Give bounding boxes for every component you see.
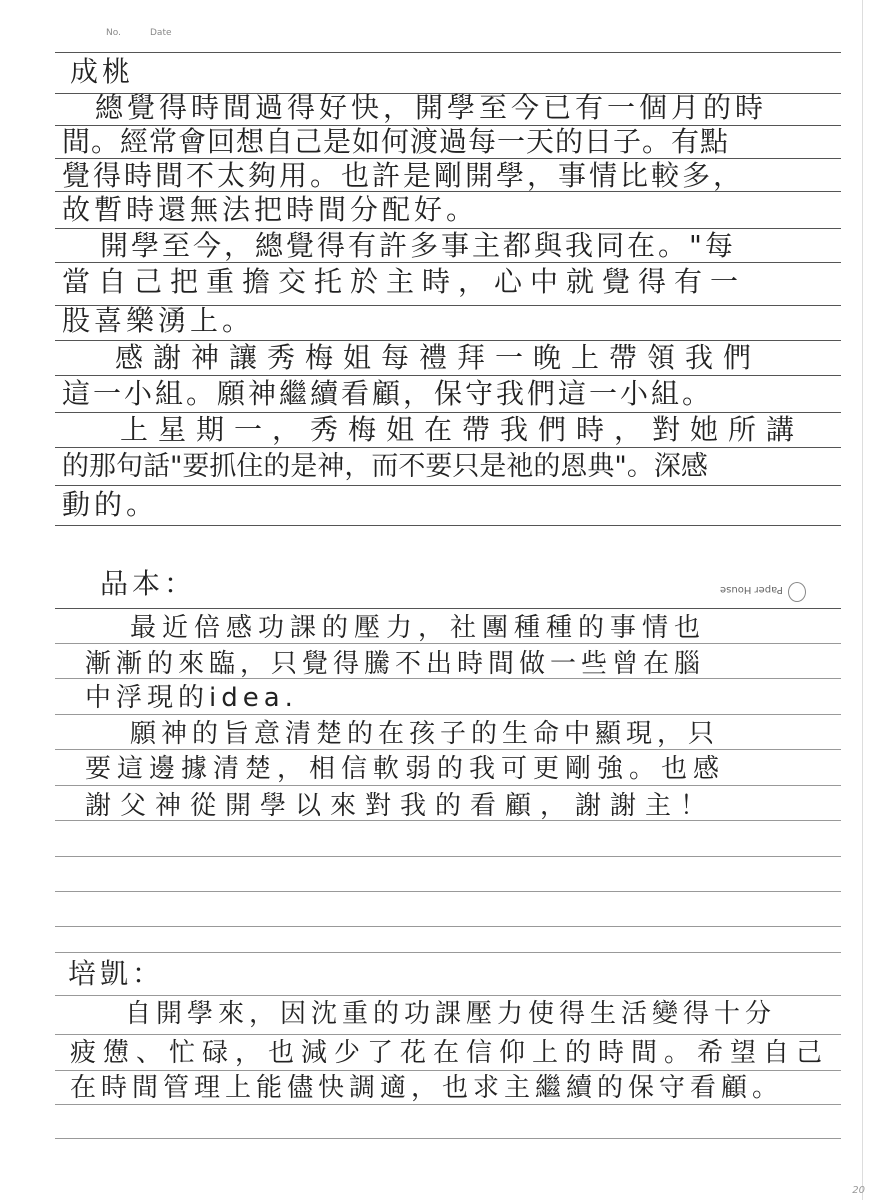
- author-name: 成桃: [70, 55, 135, 88]
- ruled-line: [55, 447, 841, 448]
- ruled-line: [55, 1070, 841, 1071]
- ruled-line: [55, 525, 841, 526]
- author-name: 品本：: [100, 567, 197, 600]
- ruled-line: [55, 785, 841, 786]
- text-line: 最近倍感功課的壓力，社團種種的事情也: [130, 613, 707, 643]
- date-label: Date: [150, 28, 172, 38]
- text-line: 在時間管理上能儘快調適，也求主繼續的保守看顧。: [70, 1073, 784, 1103]
- text-line: 動的。: [62, 488, 159, 521]
- text-line: 覺得時間不太夠用。也許是剛開學，事情比較多，: [62, 159, 745, 192]
- text-line: 自開學來，因沈重的功課壓力使得生活變得十分: [125, 999, 777, 1029]
- ruled-line: [55, 1034, 841, 1035]
- text-line: 股喜樂湧上。: [62, 304, 255, 337]
- text-line: 疲憊、忙碌，也減少了花在信仰上的時間。希望自己: [70, 1038, 830, 1068]
- ruled-line: [55, 1104, 841, 1105]
- author-name: 培凱：: [68, 957, 165, 990]
- text-line: 要這邊據清楚，相信軟弱的我可更剛強。也感: [85, 754, 726, 784]
- text-line: 這一小組。願神繼續看顧，保守我們這一小組。: [62, 377, 714, 410]
- ruled-line: [55, 952, 841, 953]
- ruled-line: [55, 926, 841, 927]
- ruled-line: [55, 375, 841, 376]
- text-line: 願神的旨意清楚的在孩子的生命中顯現，只: [130, 719, 720, 749]
- text-line: 上星期一，秀梅姐在帶我們時，對她所講: [120, 413, 805, 446]
- text-line: 開學至今，總覺得有許多事主都與我同在。"每: [100, 229, 736, 262]
- text-line: 謝父神從開學以來對我的看顧，謝謝主！: [85, 791, 716, 821]
- ruled-line: [55, 1138, 841, 1139]
- paper-house-logo-icon: [788, 582, 806, 602]
- page-number: 20: [852, 1185, 865, 1196]
- text-line: 間。經常會回想自己是如何渡過每一天的日子。有點: [62, 125, 730, 158]
- ruled-line: [55, 856, 841, 857]
- sheet-1: [0, 0, 871, 540]
- text-line: 中浮現的idea.: [85, 683, 298, 713]
- ruled-line: [55, 995, 841, 996]
- ruled-line: [55, 262, 841, 263]
- text-line: 感謝神讓秀梅姐每禮拜一晚上帶領我們: [115, 341, 762, 374]
- text-line: 的那句話"要抓住的是神，而不要只是祂的恩典"。深感: [62, 451, 708, 482]
- ruled-line: [55, 714, 841, 715]
- ruled-line: [55, 485, 841, 486]
- no-label: No.: [106, 28, 121, 38]
- ruled-line: [55, 608, 841, 609]
- ruled-line: [55, 891, 841, 892]
- ruled-line: [55, 52, 841, 53]
- text-line: 總覺得時間過得好快，開學至今已有一個月的時: [95, 91, 768, 124]
- text-line: 漸漸的來臨，只覺得騰不出時間做一些曾在腦: [85, 649, 706, 679]
- brand-label: Paper House: [720, 584, 783, 595]
- text-line: 故暫時還無法把時間分配好。: [62, 193, 479, 226]
- sheet-2: [0, 540, 871, 940]
- text-line: 當自己把重擔交托於主時，心中就覺得有一: [62, 265, 747, 298]
- sheet-3: [0, 940, 871, 1200]
